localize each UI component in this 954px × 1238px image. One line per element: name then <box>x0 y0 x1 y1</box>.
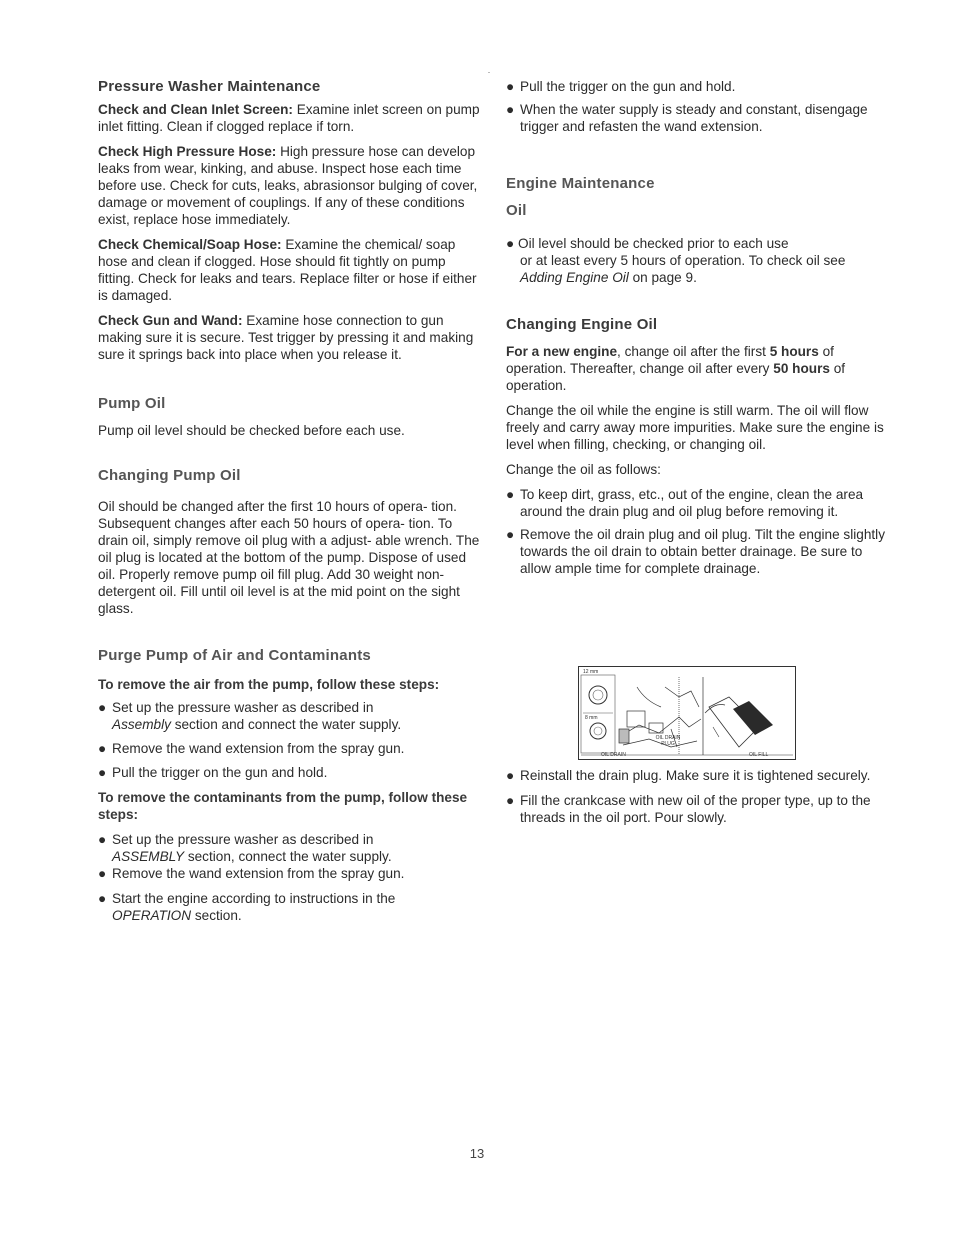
soap-hose-paragraph <box>98 236 484 304</box>
new-engine-mid2: of operation. Thereafter, change oil after every <box>506 344 834 376</box>
changing-pump-oil-heading: Changing Pump Oil <box>98 467 241 484</box>
new-engine-paragraph <box>506 343 894 394</box>
oil-heading: Oil <box>506 202 527 219</box>
bullet-icon: ● <box>98 765 107 780</box>
remove-air-intro: To remove the air from the pump, follow these steps: <box>98 677 440 692</box>
clean-area-text: To keep dirt, grass, etc., out of the engine, clean the area around the drain plug and oil plug before removing it. <box>520 487 864 519</box>
fill-crankcase-step <box>506 792 894 826</box>
gun-wand-label: Check Gun and Wand: <box>98 313 243 328</box>
new-engine-mid: , change oil after the first <box>617 344 770 359</box>
oil-check-tail: on page 9. <box>628 270 697 285</box>
pressure-washer-maintenance-heading: Pressure Washer Maintenance <box>98 78 321 95</box>
fifty-hours: 50 hours <box>773 361 830 376</box>
assembly-ref: Assembly <box>112 717 171 732</box>
gun-wand-paragraph <box>98 312 484 363</box>
high-pressure-hose-label: Check High Pressure Hose: <box>98 144 277 159</box>
soap-hose-text: Examine the chemical/ soap hose and clean if clogged. Hose should fit tightly on pump fitting. Check for leaks and tears. Replace filter or hose if either is damaged. <box>98 237 477 303</box>
air-step-1-text: Set up the pressure washer as described in <box>112 700 374 715</box>
gun-wand-text: Examine hose connection to gun making sure it is secure. Test trigger by pressing it and making sure it springs back into place when you release it. <box>98 313 474 362</box>
new-engine-label: For a new engine <box>506 344 618 359</box>
bullet-icon: ● <box>506 527 515 542</box>
bullet-icon: ● <box>506 236 515 251</box>
changing-pump-oil-text: Oil should be changed after the first 10 hours of opera- tion. Subsequent changes after each 50 hours of opera- tion. To drain oil, simply remove oil plug with a adjust- able wrench. The oil plug is located at the bottom of the pump. Dispose of used oil. Properly remove pump oil fill plug. Add 30 weight non-detergent oil. Fill until oil level is at the mid point on the sight glass. <box>98 499 480 616</box>
reinstall-plug-text: Reinstall the drain plug. Make sure it is tightened securely. <box>520 768 871 783</box>
bullet-icon: ● <box>506 79 515 94</box>
label-12mm: 12 mm <box>583 669 599 675</box>
bullet-icon: ● <box>506 487 515 502</box>
bullet-icon: ● <box>98 700 107 715</box>
air-step-2 <box>98 740 484 757</box>
oil-drain-figure <box>578 666 796 760</box>
bullet-icon: ● <box>98 741 107 756</box>
cont-step-2-text: Remove the wand extension from the spray gun. <box>112 866 405 881</box>
as-follows-text: Change the oil as follows: <box>506 462 661 477</box>
engine-illustration <box>579 667 795 759</box>
air-step-3 <box>98 764 484 781</box>
oil-check-line-1: Oil level should be checked prior to each use <box>518 236 789 251</box>
air-step-1 <box>98 699 484 733</box>
high-pressure-hose-text: High pressure hose can develop leaks from wear, kinking, and abuse. Inspect hose each time before use. Check for cuts, leaks, abrasionsor bulging of cover, damage or movement of couplings. If any of these conditions exist, replace hose immediately. <box>98 144 478 227</box>
adding-engine-oil-ref: Adding Engine Oil <box>520 270 629 285</box>
warm-engine-paragraph: Change the oil while the engine is still warm. The oil will flow freely and carry away more impurities. Make sure the engine is level when filling, checking, or changing oil. <box>506 403 884 452</box>
page-number: 13 <box>469 1146 485 1161</box>
oil-check-line-2: or at least every 5 hours of operation. To check oil see <box>520 253 846 268</box>
label-oil-fill: OIL FILL <box>749 752 769 758</box>
remove-plug-step <box>506 526 894 577</box>
cont-step-2 <box>98 865 484 882</box>
remove-plug-text: Remove the oil drain plug and oil plug. Tilt the engine slightly towards the oil drain to obtain better drainage. Be sure to allow ample time for complete drainage. <box>520 527 885 576</box>
engine-maintenance-heading: Engine Maintenance <box>506 175 655 192</box>
water-steady-step <box>506 101 894 135</box>
inlet-screen-text: Examine inlet screen on pump inlet fitting. Clean if clogged replace if torn. <box>98 102 480 134</box>
cont-step-3-tail: section. <box>191 908 242 923</box>
left-column <box>98 78 484 924</box>
new-engine-tail: of operation. <box>506 361 846 393</box>
fill-crankcase-text: Fill the crankcase with new oil of the proper type, up to the threads in the oil port. Pour slowly. <box>520 793 871 825</box>
reinstall-plug-step <box>506 767 894 784</box>
purge-pump-heading: Purge Pump of Air and Contaminants <box>98 647 371 664</box>
remove-contaminants-intro: To remove the contaminants from the pump, follow these steps: <box>98 790 468 822</box>
wrench-size-inset <box>581 675 615 753</box>
air-step-2-text: Remove the wand extension from the spray gun. <box>112 741 405 756</box>
label-oil-drain: OIL DRAIN <box>601 752 626 758</box>
pull-trigger-text: Pull the trigger on the gun and hold. <box>520 79 736 94</box>
operation-ref: OPERATION <box>112 908 192 923</box>
cont-step-3-text: Start the engine according to instructions in the <box>112 891 396 906</box>
bullet-icon: ● <box>506 768 515 783</box>
socket-8mm-icon <box>590 723 606 739</box>
pump-oil-heading: Pump Oil <box>98 395 166 412</box>
oil-check-item <box>506 235 894 286</box>
assembly-caps-ref: ASSEMBLY <box>112 849 185 864</box>
bullet-icon: ● <box>98 832 107 847</box>
cont-step-1 <box>98 831 484 865</box>
clean-area-step <box>506 486 894 520</box>
water-steady-text: When the water supply is steady and constant, disengage trigger and refasten the wand extension. <box>520 102 868 134</box>
soap-hose-label: Check Chemical/Soap Hose: <box>98 237 282 252</box>
high-pressure-hose-paragraph <box>98 143 484 228</box>
pull-trigger-step <box>506 78 894 95</box>
label-8mm: 8 mm <box>585 715 598 721</box>
inlet-screen-label: Check and Clean Inlet Screen: <box>98 102 293 117</box>
scan-mark <box>488 72 490 73</box>
air-step-3-text: Pull the trigger on the gun and hold. <box>112 765 328 780</box>
cont-step-3 <box>98 890 484 924</box>
cont-step-1-text: Set up the pressure washer as described in <box>112 832 374 847</box>
bullet-icon: ● <box>98 891 107 906</box>
bullet-icon: ● <box>98 866 107 881</box>
air-step-1-tail: section and connect the water supply. <box>170 717 402 732</box>
five-hours: 5 hours <box>769 344 819 359</box>
bullet-icon: ● <box>506 102 515 117</box>
cont-step-1-tail: section, connect the water supply. <box>184 849 392 864</box>
pump-oil-text: Pump oil level should be checked before each use. <box>98 423 405 438</box>
changing-engine-oil-heading: Changing Engine Oil <box>506 316 658 333</box>
bullet-icon: ● <box>506 793 515 808</box>
inlet-screen-paragraph <box>98 101 484 135</box>
label-oil-drain-plug: OIL DRAIN PLUG <box>655 735 681 747</box>
socket-12mm-icon <box>589 686 607 704</box>
oil-bottle-icon <box>705 697 773 747</box>
